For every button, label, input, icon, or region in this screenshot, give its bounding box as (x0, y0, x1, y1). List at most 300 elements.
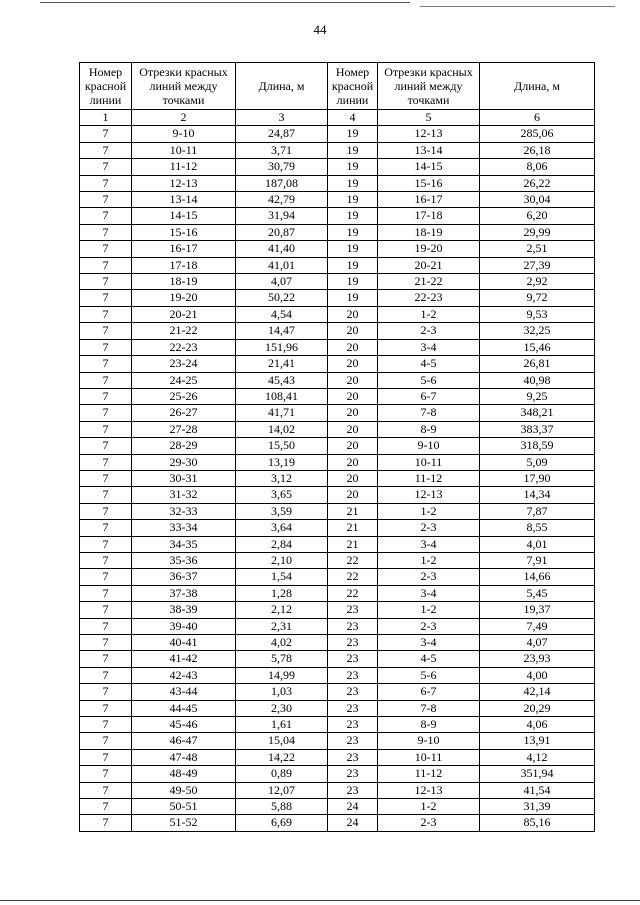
cell-length: 50,22 (236, 290, 328, 306)
cell-segment-2: 10-11 (378, 454, 480, 470)
cell-segment: 22-23 (132, 339, 236, 355)
table-header-row (80, 63, 595, 110)
cell-length-2: 7,49 (480, 618, 595, 634)
cell-segment: 19-20 (132, 290, 236, 306)
cell-line-number-2: 23 (328, 766, 378, 782)
cell-segment: 23-24 (132, 356, 236, 372)
cell-length: 2,84 (236, 536, 328, 552)
table-row (80, 520, 595, 536)
table-row (80, 208, 595, 224)
table-row (80, 635, 595, 651)
cell-segment-2: 4-5 (378, 356, 480, 372)
cell-length-2: 7,87 (480, 503, 595, 519)
cell-line-number: 7 (80, 618, 132, 634)
table-row (80, 733, 595, 749)
column-number-row (80, 110, 595, 126)
header-segments-2: Отрезки красных линий между точками (378, 63, 480, 110)
cell-length: 41,71 (236, 405, 328, 421)
cell-line-number: 7 (80, 388, 132, 404)
table-row (80, 717, 595, 733)
cell-segment: 9-10 (132, 126, 236, 142)
cell-length: 3,12 (236, 470, 328, 486)
cell-length: 3,64 (236, 520, 328, 536)
header-length: Длина, м (236, 63, 328, 110)
cell-line-number: 7 (80, 799, 132, 815)
table-row (80, 602, 595, 618)
cell-line-number: 7 (80, 257, 132, 273)
cell-line-number-2: 19 (328, 192, 378, 208)
cell-length: 3,59 (236, 503, 328, 519)
cell-segment: 48-49 (132, 766, 236, 782)
cell-line-number: 7 (80, 651, 132, 667)
cell-length-2: 23,93 (480, 651, 595, 667)
cell-segment: 43-44 (132, 684, 236, 700)
cell-length-2: 41,54 (480, 782, 595, 798)
cell-line-number: 7 (80, 290, 132, 306)
cell-line-number-2: 19 (328, 159, 378, 175)
cell-length: 24,87 (236, 126, 328, 142)
cell-segment-2: 3-4 (378, 536, 480, 552)
cell-segment-2: 3-4 (378, 585, 480, 601)
cell-line-number-2: 22 (328, 585, 378, 601)
cell-length: 1,61 (236, 717, 328, 733)
cell-length: 4,54 (236, 306, 328, 322)
cell-length: 15,50 (236, 438, 328, 454)
cell-line-number: 7 (80, 569, 132, 585)
cell-segment: 24-25 (132, 372, 236, 388)
header-line-number-2: Номер красной линии (328, 63, 378, 110)
cell-segment: 29-30 (132, 454, 236, 470)
cell-line-number: 7 (80, 421, 132, 437)
cell-line-number: 7 (80, 405, 132, 421)
cell-length: 2,30 (236, 700, 328, 716)
cell-segment: 25-26 (132, 388, 236, 404)
table-row (80, 618, 595, 634)
cell-segment: 21-22 (132, 323, 236, 339)
cell-segment: 30-31 (132, 470, 236, 486)
cell-length: 6,69 (236, 815, 328, 831)
cell-length-2: 26,18 (480, 142, 595, 158)
table-row (80, 339, 595, 355)
cell-segment: 27-28 (132, 421, 236, 437)
cell-length-2: 4,00 (480, 667, 595, 683)
table-row (80, 487, 595, 503)
cell-line-number: 7 (80, 470, 132, 486)
cell-length: 3,71 (236, 142, 328, 158)
cell-line-number-2: 22 (328, 552, 378, 568)
cell-line-number: 7 (80, 142, 132, 158)
cell-segment-2: 19-20 (378, 241, 480, 257)
cell-length: 151,96 (236, 339, 328, 355)
cell-line-number-2: 20 (328, 372, 378, 388)
table-row (80, 290, 595, 306)
cell-segment-2: 21-22 (378, 274, 480, 290)
cell-line-number-2: 22 (328, 569, 378, 585)
cell-length: 45,43 (236, 372, 328, 388)
cell-line-number: 7 (80, 602, 132, 618)
table-row (80, 356, 595, 372)
cell-line-number-2: 19 (328, 142, 378, 158)
table-row (80, 569, 595, 585)
cell-line-number: 7 (80, 208, 132, 224)
cell-line-number-2: 21 (328, 503, 378, 519)
cell-segment-2: 17-18 (378, 208, 480, 224)
cell-length: 21,41 (236, 356, 328, 372)
cell-segment-2: 1-2 (378, 503, 480, 519)
cell-line-number: 7 (80, 782, 132, 798)
cell-length: 1,28 (236, 585, 328, 601)
table-row (80, 585, 595, 601)
column-number: 1 (80, 110, 132, 126)
cell-length: 187,08 (236, 175, 328, 191)
cell-line-number: 7 (80, 700, 132, 716)
table-row (80, 142, 595, 158)
cell-line-number-2: 23 (328, 684, 378, 700)
cell-segment: 44-45 (132, 700, 236, 716)
cell-segment-2: 15-16 (378, 175, 480, 191)
cell-segment-2: 14-15 (378, 159, 480, 175)
cell-length-2: 2,51 (480, 241, 595, 257)
cell-line-number: 7 (80, 175, 132, 191)
cell-length-2: 4,06 (480, 717, 595, 733)
cell-length-2: 30,04 (480, 192, 595, 208)
cell-length-2: 15,46 (480, 339, 595, 355)
table-row (80, 782, 595, 798)
cell-length: 5,78 (236, 651, 328, 667)
cell-segment-2: 11-12 (378, 766, 480, 782)
scan-edge-line (40, 2, 410, 3)
cell-length-2: 348,21 (480, 405, 595, 421)
cell-segment: 32-33 (132, 503, 236, 519)
cell-segment: 26-27 (132, 405, 236, 421)
cell-length: 5,88 (236, 799, 328, 815)
table-row (80, 388, 595, 404)
cell-length: 30,79 (236, 159, 328, 175)
cell-length: 3,65 (236, 487, 328, 503)
table-row (80, 224, 595, 240)
cell-line-number: 7 (80, 126, 132, 142)
table-row (80, 405, 595, 421)
cell-length-2: 4,07 (480, 635, 595, 651)
cell-length: 42,79 (236, 192, 328, 208)
cell-line-number-2: 19 (328, 208, 378, 224)
cell-segment-2: 18-19 (378, 224, 480, 240)
cell-segment: 45-46 (132, 717, 236, 733)
cell-segment-2: 2-3 (378, 815, 480, 831)
cell-length-2: 85,16 (480, 815, 595, 831)
cell-length: 14,47 (236, 323, 328, 339)
column-number: 6 (480, 110, 595, 126)
cell-segment: 35-36 (132, 552, 236, 568)
table-row (80, 815, 595, 831)
cell-line-number-2: 19 (328, 175, 378, 191)
cell-length-2: 4,12 (480, 749, 595, 765)
cell-line-number-2: 23 (328, 700, 378, 716)
cell-length-2: 26,81 (480, 356, 595, 372)
cell-length-2: 14,66 (480, 569, 595, 585)
cell-line-number: 7 (80, 372, 132, 388)
cell-length-2: 19,37 (480, 602, 595, 618)
cell-segment-2: 6-7 (378, 388, 480, 404)
table-row (80, 536, 595, 552)
cell-length-2: 9,25 (480, 388, 595, 404)
cell-line-number: 7 (80, 454, 132, 470)
cell-length-2: 9,72 (480, 290, 595, 306)
cell-segment: 34-35 (132, 536, 236, 552)
cell-line-number-2: 23 (328, 733, 378, 749)
cell-segment-2: 2-3 (378, 520, 480, 536)
table-row (80, 700, 595, 716)
column-number: 2 (132, 110, 236, 126)
cell-segment: 11-12 (132, 159, 236, 175)
cell-segment: 31-32 (132, 487, 236, 503)
cell-length-2: 318,59 (480, 438, 595, 454)
cell-length: 4,02 (236, 635, 328, 651)
table-row (80, 667, 595, 683)
cell-length: 15,04 (236, 733, 328, 749)
cell-line-number-2: 20 (328, 438, 378, 454)
cell-segment: 38-39 (132, 602, 236, 618)
cell-segment-2: 9-10 (378, 733, 480, 749)
table-row (80, 306, 595, 322)
scan-edge-line (420, 6, 615, 7)
table-row (80, 241, 595, 257)
cell-segment-2: 5-6 (378, 667, 480, 683)
cell-line-number-2: 23 (328, 618, 378, 634)
cell-length-2: 8,55 (480, 520, 595, 536)
cell-segment: 46-47 (132, 733, 236, 749)
cell-length: 4,07 (236, 274, 328, 290)
cell-line-number-2: 19 (328, 257, 378, 273)
cell-line-number-2: 19 (328, 126, 378, 142)
cell-length-2: 32,25 (480, 323, 595, 339)
cell-segment: 14-15 (132, 208, 236, 224)
cell-segment: 12-13 (132, 175, 236, 191)
cell-segment-2: 16-17 (378, 192, 480, 208)
cell-segment: 36-37 (132, 569, 236, 585)
cell-segment-2: 7-8 (378, 700, 480, 716)
table-row (80, 323, 595, 339)
cell-segment: 13-14 (132, 192, 236, 208)
cell-length: 31,94 (236, 208, 328, 224)
column-number: 3 (236, 110, 328, 126)
header-segments: Отрезки красных линий между точками (132, 63, 236, 110)
cell-segment: 42-43 (132, 667, 236, 683)
cell-length-2: 6,20 (480, 208, 595, 224)
cell-length-2: 27,39 (480, 257, 595, 273)
cell-segment-2: 1-2 (378, 306, 480, 322)
cell-line-number-2: 20 (328, 487, 378, 503)
header-length-2: Длина, м (480, 63, 595, 110)
cell-length: 2,31 (236, 618, 328, 634)
cell-segment-2: 2-3 (378, 618, 480, 634)
cell-length-2: 5,09 (480, 454, 595, 470)
table-row (80, 274, 595, 290)
cell-length-2: 383,37 (480, 421, 595, 437)
cell-line-number-2: 19 (328, 274, 378, 290)
cell-line-number: 7 (80, 684, 132, 700)
cell-length: 0,89 (236, 766, 328, 782)
table-row (80, 175, 595, 191)
cell-line-number: 7 (80, 306, 132, 322)
cell-length: 41,40 (236, 241, 328, 257)
cell-line-number-2: 23 (328, 635, 378, 651)
cell-segment-2: 3-4 (378, 339, 480, 355)
cell-line-number-2: 23 (328, 749, 378, 765)
table-row (80, 421, 595, 437)
table-row (80, 470, 595, 486)
cell-line-number-2: 24 (328, 799, 378, 815)
cell-segment-2: 4-5 (378, 651, 480, 667)
cell-line-number-2: 20 (328, 421, 378, 437)
cell-line-number: 7 (80, 241, 132, 257)
table-row (80, 438, 595, 454)
table-body (80, 126, 595, 831)
cell-line-number: 7 (80, 159, 132, 175)
cell-length: 1,54 (236, 569, 328, 585)
cell-line-number-2: 20 (328, 454, 378, 470)
cell-segment-2: 22-23 (378, 290, 480, 306)
cell-line-number-2: 21 (328, 520, 378, 536)
cell-length-2: 13,91 (480, 733, 595, 749)
cell-length-2: 40,98 (480, 372, 595, 388)
cell-length: 1,03 (236, 684, 328, 700)
cell-segment-2: 6-7 (378, 684, 480, 700)
cell-length: 20,87 (236, 224, 328, 240)
cell-line-number: 7 (80, 487, 132, 503)
cell-line-number-2: 20 (328, 405, 378, 421)
cell-line-number-2: 19 (328, 224, 378, 240)
column-number: 5 (378, 110, 480, 126)
cell-line-number-2: 20 (328, 470, 378, 486)
cell-line-number: 7 (80, 552, 132, 568)
cell-segment-2: 1-2 (378, 552, 480, 568)
table-row (80, 749, 595, 765)
cell-line-number: 7 (80, 815, 132, 831)
cell-segment: 17-18 (132, 257, 236, 273)
cell-length-2: 42,14 (480, 684, 595, 700)
table-row (80, 192, 595, 208)
cell-segment: 50-51 (132, 799, 236, 815)
cell-length-2: 7,91 (480, 552, 595, 568)
table-row (80, 552, 595, 568)
red-lines-table (79, 62, 595, 832)
cell-length-2: 14,34 (480, 487, 595, 503)
cell-line-number: 7 (80, 503, 132, 519)
cell-length-2: 8,06 (480, 159, 595, 175)
cell-line-number: 7 (80, 635, 132, 651)
cell-line-number-2: 20 (328, 388, 378, 404)
scan-edge-line (0, 900, 640, 901)
cell-length-2: 351,94 (480, 766, 595, 782)
table-row (80, 159, 595, 175)
cell-line-number: 7 (80, 192, 132, 208)
cell-segment-2: 3-4 (378, 635, 480, 651)
cell-length-2: 5,45 (480, 585, 595, 601)
cell-segment: 49-50 (132, 782, 236, 798)
cell-length-2: 31,39 (480, 799, 595, 815)
cell-segment-2: 8-9 (378, 421, 480, 437)
cell-segment: 40-41 (132, 635, 236, 651)
cell-segment: 10-11 (132, 142, 236, 158)
header-line-number: Номер красной линии (80, 63, 132, 110)
cell-line-number: 7 (80, 339, 132, 355)
cell-length: 108,41 (236, 388, 328, 404)
cell-line-number-2: 20 (328, 356, 378, 372)
cell-length-2: 4,01 (480, 536, 595, 552)
cell-line-number-2: 24 (328, 815, 378, 831)
cell-length-2: 285,06 (480, 126, 595, 142)
cell-segment: 16-17 (132, 241, 236, 257)
cell-segment: 33-34 (132, 520, 236, 536)
table-row (80, 372, 595, 388)
cell-line-number-2: 23 (328, 782, 378, 798)
table-row (80, 651, 595, 667)
cell-segment: 28-29 (132, 438, 236, 454)
cell-line-number-2: 20 (328, 323, 378, 339)
cell-length: 14,99 (236, 667, 328, 683)
cell-line-number-2: 23 (328, 717, 378, 733)
cell-line-number: 7 (80, 274, 132, 290)
cell-line-number-2: 23 (328, 667, 378, 683)
cell-segment: 51-52 (132, 815, 236, 831)
cell-segment-2: 11-12 (378, 470, 480, 486)
cell-line-number: 7 (80, 585, 132, 601)
cell-line-number: 7 (80, 224, 132, 240)
cell-length-2: 26,22 (480, 175, 595, 191)
cell-segment-2: 8-9 (378, 717, 480, 733)
cell-segment-2: 9-10 (378, 438, 480, 454)
cell-line-number: 7 (80, 749, 132, 765)
cell-line-number: 7 (80, 766, 132, 782)
cell-segment-2: 5-6 (378, 372, 480, 388)
table-row (80, 799, 595, 815)
cell-segment-2: 12-13 (378, 126, 480, 142)
cell-length-2: 17,90 (480, 470, 595, 486)
cell-segment-2: 20-21 (378, 257, 480, 273)
cell-length: 41,01 (236, 257, 328, 273)
cell-length: 13,19 (236, 454, 328, 470)
cell-line-number: 7 (80, 536, 132, 552)
cell-segment-2: 2-3 (378, 569, 480, 585)
column-number: 4 (328, 110, 378, 126)
page-number: 44 (313, 22, 327, 37)
cell-length: 14,22 (236, 749, 328, 765)
cell-line-number-2: 20 (328, 306, 378, 322)
cell-line-number: 7 (80, 717, 132, 733)
cell-segment-2: 12-13 (378, 782, 480, 798)
cell-segment-2: 10-11 (378, 749, 480, 765)
cell-segment-2: 1-2 (378, 602, 480, 618)
table-row (80, 126, 595, 142)
cell-segment: 15-16 (132, 224, 236, 240)
cell-length-2: 20,29 (480, 700, 595, 716)
cell-length-2: 29,99 (480, 224, 595, 240)
cell-segment-2: 12-13 (378, 487, 480, 503)
cell-line-number-2: 23 (328, 602, 378, 618)
table-row (80, 503, 595, 519)
cell-line-number: 7 (80, 356, 132, 372)
cell-length: 14,02 (236, 421, 328, 437)
cell-segment: 39-40 (132, 618, 236, 634)
cell-line-number-2: 23 (328, 651, 378, 667)
table-row (80, 257, 595, 273)
cell-segment-2: 7-8 (378, 405, 480, 421)
cell-segment: 47-48 (132, 749, 236, 765)
cell-segment-2: 1-2 (378, 799, 480, 815)
cell-segment-2: 13-14 (378, 142, 480, 158)
cell-line-number-2: 19 (328, 241, 378, 257)
